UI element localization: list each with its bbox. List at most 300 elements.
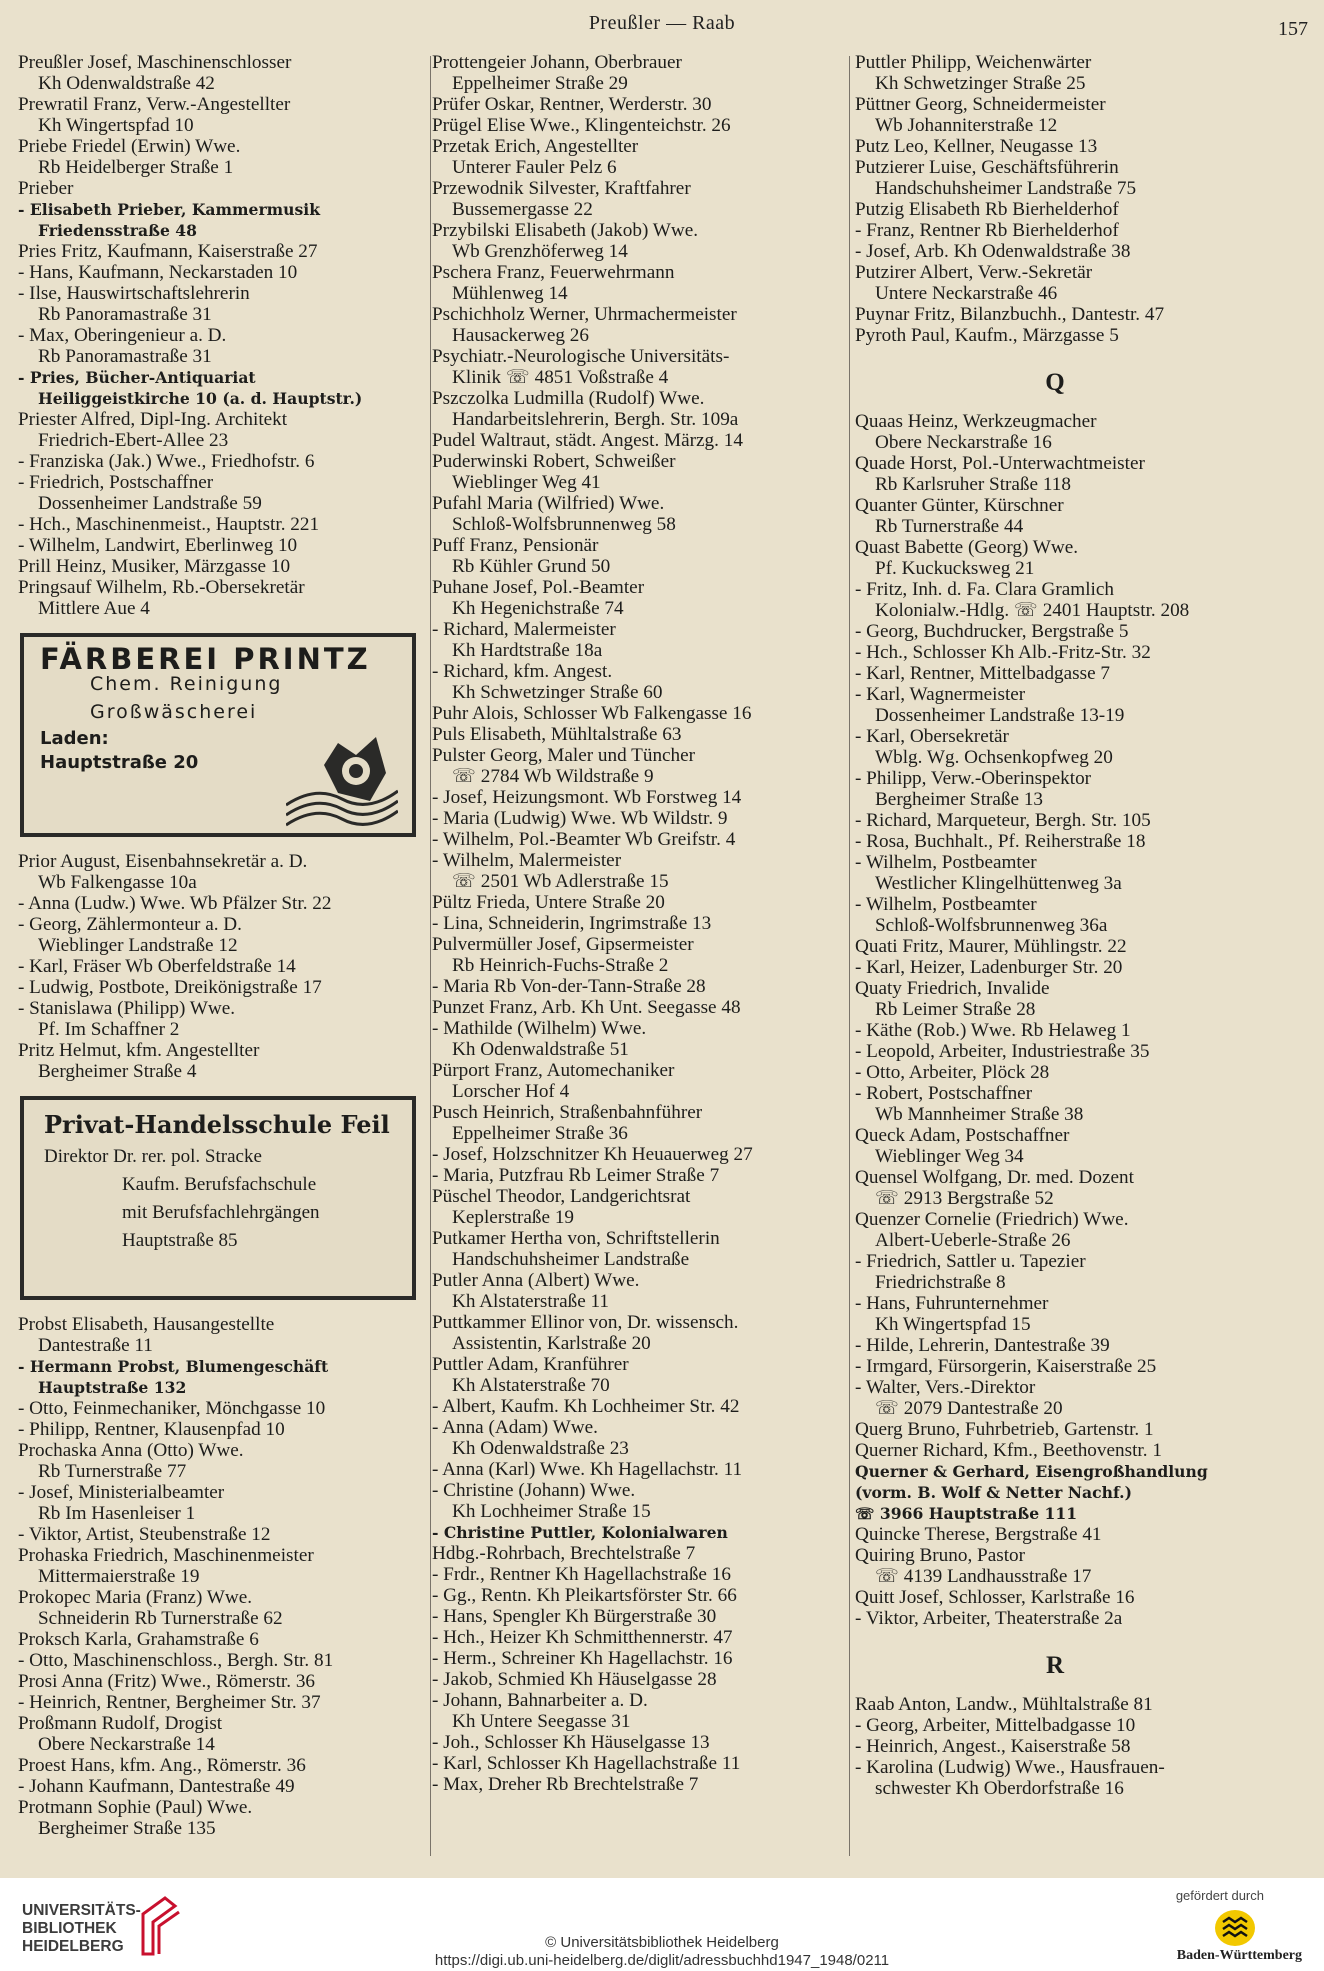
entry-address-line: Bussemergasse 22 [452, 199, 593, 220]
entry-address-line: ☏ 2501 Wb Adlerstraße 15 [452, 871, 669, 892]
directory-entry [432, 892, 836, 913]
directory-entry [855, 1503, 1255, 1524]
entry-address-line: Handschuhsheimer Landstraße [452, 1249, 690, 1270]
entry-name-line: - Georg, Buchdrucker, Bergstraße 5 [855, 621, 1129, 642]
entry-name-line: Puls Elisabeth, Mühltalstraße 63 [432, 724, 682, 745]
entry-address-line: Handschuhsheimer Landstraße 75 [875, 178, 1137, 199]
entry-address-line: Kh Hardtstraße 18a [452, 640, 603, 661]
entry-name-line: - Maria (Ludwig) Wwe. Wb Wildstr. 9 [432, 808, 728, 829]
entry-name-line: Przetak Erich, Angestellter [432, 136, 639, 157]
directory-entry [855, 136, 1255, 157]
entry-name-line: Prewratil Franz, Verw.-Angestellter [18, 94, 291, 115]
ad-address: Hauptstraße 20 [40, 752, 199, 773]
directory-entry [18, 1671, 422, 1692]
directory-entry [18, 1713, 422, 1755]
directory-entry [18, 998, 422, 1040]
entry-name-line: Püttner Georg, Schneidermeister [855, 94, 1106, 115]
entry-address-line: Kolonialw.-Hdlg. ☏ 2401 Hauptstr. 208 [875, 600, 1190, 621]
entry-name-line: Prügel Elise Wwe., Klingenteichstr. 26 [432, 115, 731, 136]
directory-entry [18, 1314, 422, 1356]
ad-title: FÄRBEREI PRINTZ [40, 642, 371, 676]
entry-name-line: Quade Horst, Pol.-Unterwachtmeister [855, 453, 1145, 474]
entry-address-line: Mühlenweg 14 [452, 283, 568, 304]
directory-entry [432, 1417, 836, 1459]
entry-name-line: - Philipp, Verw.-Oberinspektor [855, 768, 1092, 789]
directory-entry [855, 1335, 1255, 1356]
entry-address-line: Rb Im Hasenleiser 1 [38, 1503, 196, 1524]
directory-entry [18, 472, 422, 514]
entry-name-line: - Hans, Spengler Kh Bürgerstraße 30 [432, 1606, 717, 1627]
directory-entry [855, 453, 1255, 495]
entry-name-line: - Robert, Postschaffner [855, 1083, 1033, 1104]
entry-name-line: Quaty Friedrich, Invalide [855, 978, 1050, 999]
entry-name-line: - Josef, Arb. Kh Odenwaldstraße 38 [855, 241, 1131, 262]
directory-entry [432, 1459, 836, 1480]
entry-address-line: Dossenheimer Landstraße 59 [38, 493, 262, 514]
entry-address-line: Untere Neckarstraße 46 [875, 283, 1058, 304]
entry-name-line: Pyroth Paul, Kaufm., Märzgasse 5 [855, 325, 1119, 346]
directory-entry [855, 642, 1255, 663]
entry-name-line: - Stanislawa (Philipp) Wwe. [18, 998, 236, 1019]
entry-address-line: Rb Leimer Straße 28 [875, 999, 1036, 1020]
entry-name-line: - Heinrich, Rentner, Bergheimer Str. 37 [18, 1692, 321, 1713]
entry-name-line: Quensel Wolfgang, Dr. med. Dozent [855, 1167, 1134, 1188]
directory-entry [18, 1398, 422, 1419]
entry-address-line: Kh Wingertspfad 10 [38, 115, 194, 136]
ad-text: Direktor Dr. rer. pol. Stracke [44, 1146, 262, 1167]
entry-address-line: Rb Heidelberger Straße 1 [38, 157, 234, 178]
entry-address-line: Obere Neckarstraße 16 [875, 432, 1052, 453]
directory-entry [855, 621, 1255, 642]
ad-address: Hauptstraße 85 [122, 1230, 238, 1251]
directory-entry [855, 936, 1255, 957]
directory-entry [855, 304, 1255, 325]
entry-name-line: - Anna (Adam) Wwe. [432, 1417, 598, 1438]
entry-name-line: - Hermann Probst, Blumengeschäft [18, 1357, 329, 1376]
directory-entry [855, 1482, 1255, 1503]
ad-text: Großwäscherei [90, 701, 258, 723]
entry-address-line: Kh Odenwaldstraße 23 [452, 1438, 629, 1459]
directory-entry [432, 829, 836, 850]
directory-entry [855, 325, 1255, 346]
directory-entry [432, 1543, 836, 1564]
entry-name-line: - Anna (Ludw.) Wwe. Wb Pfälzer Str. 22 [18, 893, 332, 914]
entry-name-line: - Franziska (Jak.) Wwe., Friedhofstr. 6 [18, 451, 315, 472]
entry-name-line: Querner & Gerhard, Eisengroßhandlung [855, 1462, 1208, 1481]
funding-label: gefördert durch [1175, 1888, 1264, 1903]
directory-entry [18, 283, 422, 325]
entry-name-line: - Karl, Obersekretär [855, 726, 1009, 747]
directory-entry [432, 1186, 836, 1228]
directory-entry [18, 514, 422, 535]
permalink-url[interactable]: https://digi.ub.uni-heidelberg.de/diglit/adressbuchhd1947_1948/0211 [434, 1952, 890, 1969]
entry-address-line: Wb Mannheimer Straße 38 [875, 1104, 1084, 1125]
funding-name: Baden-Württemberg [1176, 1948, 1302, 1963]
entry-name-line: Puhane Josef, Pol.-Beamter [432, 577, 645, 598]
entry-name-line: Prüfer Oskar, Rentner, Werderstr. 30 [432, 94, 712, 115]
directory-entry [18, 956, 422, 977]
entry-name-line: - Karl, Heizer, Ladenburger Str. 20 [855, 957, 1123, 978]
directory-entry [432, 1060, 836, 1102]
directory-entry [432, 346, 836, 388]
directory-entry [855, 157, 1255, 199]
directory-entry [432, 808, 836, 829]
entry-name-line: Quanter Günter, Kürschner [855, 495, 1064, 516]
entry-address-line: ☏ 2079 Dantestraße 20 [875, 1398, 1063, 1419]
entry-address-line: Handarbeitslehrerin, Bergh. Str. 109a [452, 409, 739, 430]
entry-address-line: Friedrich-Ebert-Allee 23 [38, 430, 229, 451]
directory-entry [855, 831, 1255, 852]
entry-name-line: - Karl, Rentner, Mittelbadgasse 7 [855, 663, 1110, 684]
directory-entry [18, 1629, 422, 1650]
ad-text: Kaufm. Berufsfachschule [122, 1174, 317, 1195]
directory-entry [432, 178, 836, 220]
entry-name-line: Hdbg.-Rohrbach, Brechtelstraße 7 [432, 1543, 696, 1564]
entry-name-line: Protmann Sophie (Paul) Wwe. [18, 1797, 253, 1818]
directory-entry [432, 1732, 836, 1753]
entry-address-line: Schloß-Wolfsbrunnenweg 58 [452, 514, 676, 535]
directory-entry [855, 1694, 1255, 1715]
entry-name-line: - Viktor, Arbeiter, Theaterstraße 2a [855, 1608, 1123, 1629]
directory-entry [18, 451, 422, 472]
entry-address-line: Friedrichstraße 8 [875, 1272, 1006, 1293]
entry-name-line: Quitt Josef, Schlosser, Karlstraße 16 [855, 1587, 1135, 1608]
directory-entry [855, 1419, 1255, 1440]
entry-address-line: Wieblinger Landstraße 12 [38, 935, 238, 956]
directory-entry [18, 556, 422, 577]
directory-entry [855, 1293, 1255, 1335]
entry-name-line: ☏ 3966 Hauptstraße 111 [855, 1504, 1078, 1523]
entry-name-line: - Friedrich, Postschaffner [18, 472, 214, 493]
directory-entry [432, 262, 836, 304]
directory-entry [18, 535, 422, 556]
directory-entry [855, 1125, 1255, 1167]
entry-address-line: Hauptstraße 132 [38, 1378, 187, 1397]
entry-address-line: Assistentin, Karlstraße 20 [452, 1333, 651, 1354]
entry-name-line: Proest Hans, kfm. Ang., Römerstr. 36 [18, 1755, 306, 1776]
directory-entry [432, 1627, 836, 1648]
directory-entry [432, 997, 836, 1018]
entry-address-line: Kh Lochheimer Straße 15 [452, 1501, 651, 1522]
entry-name-line: - Mathilde (Wilhelm) Wwe. [432, 1018, 647, 1039]
entry-address-line: Klinik ☏ 4851 Voßstraße 4 [452, 367, 669, 388]
directory-entry [855, 852, 1255, 894]
entry-name-line: Putzirer Albert, Verw.-Sekretär [855, 262, 1093, 283]
directory-entry [18, 178, 422, 199]
directory-entry [432, 1165, 836, 1186]
entry-name-line: Pries Fritz, Kaufmann, Kaiserstraße 27 [18, 241, 318, 262]
entry-name-line: (vorm. B. Wolf & Netter Nachf.) [855, 1483, 1132, 1502]
directory-entry [432, 94, 836, 115]
entry-name-line: - Christine Puttler, Kolonialwaren [432, 1523, 728, 1542]
entry-name-line: Przewodnik Silvester, Kraftfahrer [432, 178, 691, 199]
entry-name-line: Quiring Bruno, Pastor [855, 1545, 1026, 1566]
entry-address-line: Kh Alstaterstraße 70 [452, 1375, 610, 1396]
directory-entry [855, 1251, 1255, 1293]
entry-name-line: Punzet Franz, Arb. Kh Unt. Seegasse 48 [432, 997, 741, 1018]
entry-name-line: - Wilhelm, Postbeamter [855, 852, 1037, 873]
entry-name-line: Pritz Helmut, kfm. Angestellter [18, 1040, 260, 1061]
entry-name-line: - Franz, Rentner Rb Bierhelderhof [855, 220, 1119, 241]
entry-name-line: Raab Anton, Landw., Mühltalstraße 81 [855, 1694, 1153, 1715]
directory-entry [432, 724, 836, 745]
entry-name-line: Puynar Fritz, Bilanzbuchh., Dantestr. 47 [855, 304, 1165, 325]
entry-name-line: Putler Anna (Albert) Wwe. [432, 1270, 640, 1291]
directory-entry [855, 894, 1255, 936]
entry-name-line: Pulster Georg, Maler und Tüncher [432, 745, 696, 766]
entry-name-line: Prior August, Eisenbahnsekretär a. D. [18, 851, 308, 872]
entry-address-line: Rb Panoramastraße 31 [38, 304, 212, 325]
entry-name-line: - Max, Dreher Rb Brechtelstraße 7 [432, 1774, 699, 1795]
entry-name-line: Proßmann Rudolf, Drogist [18, 1713, 223, 1734]
entry-address-line: schwester Kh Oberdorfstraße 16 [875, 1778, 1124, 1799]
entry-address-line: Pf. Im Schaffner 2 [38, 1019, 180, 1040]
directory-entry [18, 136, 422, 178]
entry-name-line: Pschera Franz, Feuerwehrmann [432, 262, 675, 283]
entry-address-line: Kh Alstaterstraße 11 [452, 1291, 610, 1312]
library-name-line: BIBLIOTHEK [22, 1920, 117, 1937]
directory-entry [18, 1356, 422, 1398]
directory-entry [432, 1270, 836, 1312]
directory-entry [432, 1669, 836, 1690]
directory-entry [18, 199, 422, 241]
entry-name-line: Puhr Alois, Schlosser Wb Falkengasse 16 [432, 703, 752, 724]
entry-name-line: Probst Elisabeth, Hausangestellte [18, 1314, 275, 1335]
directory-entry [18, 1419, 422, 1440]
directory-entry [432, 850, 836, 892]
entry-name-line: - Karl, Schlosser Kh Hagellachstraße 11 [432, 1753, 741, 1774]
ad-text: mit Berufsfachlehrgängen [122, 1202, 320, 1223]
entry-name-line: Quati Fritz, Maurer, Mühlingstr. 22 [855, 936, 1127, 957]
column-rule [849, 56, 850, 1856]
directory-entry [432, 1690, 836, 1732]
entry-address-line: Bergheimer Straße 135 [38, 1818, 216, 1839]
directory-entry [432, 1522, 836, 1543]
entry-name-line: Putkamer Hertha von, Schriftstellerin [432, 1228, 720, 1249]
directory-entry [432, 1354, 836, 1396]
entry-address-line: Kh Wingertspfad 15 [875, 1314, 1031, 1335]
section-letter-q: Q [1045, 369, 1065, 396]
digitization-footer [0, 1878, 1324, 1971]
entry-name-line: - Richard, Marqueteur, Bergh. Str. 105 [855, 810, 1151, 831]
entry-address-line: Mittermaierstraße 19 [38, 1566, 200, 1587]
entry-name-line: Puderwinski Robert, Schweißer [432, 451, 676, 472]
entry-name-line: - Frdr., Rentner Kh Hagellachstraße 16 [432, 1564, 731, 1585]
directory-entry [855, 1062, 1255, 1083]
entry-address-line: ☏ 4139 Landhausstraße 17 [875, 1566, 1092, 1587]
directory-entry [855, 1356, 1255, 1377]
entry-name-line: - Hans, Kaufmann, Neckarstaden 10 [18, 262, 298, 283]
entry-name-line: Preußler Josef, Maschinenschlosser [18, 52, 292, 73]
entry-name-line: - Karl, Wagnermeister [855, 684, 1026, 705]
directory-entry [855, 1524, 1255, 1545]
entry-address-line: Albert-Ueberle-Straße 26 [875, 1230, 1071, 1251]
directory-entry [432, 661, 836, 703]
directory-entry [432, 1018, 836, 1060]
entry-address-line: Rb Turnerstraße 44 [875, 516, 1024, 537]
entry-address-line: Wieblinger Weg 34 [875, 1146, 1024, 1167]
printz-logo-icon [286, 735, 398, 831]
directory-entry [855, 1608, 1255, 1629]
directory-entry [855, 199, 1255, 220]
entry-name-line: Querg Bruno, Fuhrbetrieb, Gartenstr. 1 [855, 1419, 1154, 1440]
entry-name-line: - Christine (Johann) Wwe. [432, 1480, 636, 1501]
directory-entry [432, 1480, 836, 1522]
entry-name-line: Quaas Heinz, Werkzeugmacher [855, 411, 1097, 432]
entry-address-line: Kh Schwetzinger Straße 60 [452, 682, 663, 703]
directory-entry [855, 978, 1255, 1020]
entry-name-line: - Hans, Fuhrunternehmer [855, 1293, 1049, 1314]
entry-name-line: - Josef, Ministerialbeamter [18, 1482, 225, 1503]
entry-name-line: Pürport Franz, Automechaniker [432, 1060, 675, 1081]
directory-entry [432, 1564, 836, 1585]
entry-name-line: - Fritz, Inh. d. Fa. Clara Gramlich [855, 579, 1114, 600]
directory-entry [432, 388, 836, 430]
entry-address-line: Lorscher Hof 4 [452, 1081, 570, 1102]
entry-name-line: - Joh., Schlosser Kh Häuselgasse 13 [432, 1732, 710, 1753]
directory-entry [432, 703, 836, 724]
directory-entry [432, 52, 836, 94]
directory-entry [18, 1440, 422, 1482]
entry-name-line: - Richard, Malermeister [432, 619, 616, 640]
entry-name-line: - Wilhelm, Postbeamter [855, 894, 1037, 915]
entry-name-line: - Wilhelm, Landwirt, Eberlinweg 10 [18, 535, 298, 556]
entry-address-line: Schloß-Wolfsbrunnenweg 36a [875, 915, 1108, 936]
entry-name-line: Prochaska Anna (Otto) Wwe. [18, 1440, 244, 1461]
directory-entry [855, 241, 1255, 262]
entry-name-line: - Walter, Vers.-Direktor [855, 1377, 1036, 1398]
directory-entry [855, 495, 1255, 537]
entry-name-line: - Rosa, Buchhalt., Pf. Reiherstraße 18 [855, 831, 1146, 852]
library-name-line: HEIDELBERG [22, 1938, 124, 1955]
entry-list [855, 411, 1255, 1629]
directory-entry [432, 976, 836, 997]
entry-address-line: Pf. Kuckucksweg 21 [875, 558, 1035, 579]
directory-entry [18, 1776, 422, 1797]
entry-name-line: Quast Babette (Georg) Wwe. [855, 537, 1079, 558]
entry-name-line: - Herm., Schreiner Kh Hagellachstr. 16 [432, 1648, 733, 1669]
entry-name-line: - Hilde, Lehrerin, Dantestraße 39 [855, 1335, 1110, 1356]
directory-entry [855, 957, 1255, 978]
ad-text: Chem. Reinigung [90, 673, 283, 695]
directory-entry [432, 1102, 836, 1144]
directory-entry [18, 1650, 422, 1671]
entry-address-line: Heiliggeistkirche 10 (a. d. Hauptstr.) [38, 389, 363, 408]
entry-name-line: - Otto, Arbeiter, Plöck 28 [855, 1062, 1050, 1083]
entry-name-line: Quenzer Cornelie (Friedrich) Wwe. [855, 1209, 1129, 1230]
entry-address-line: Rb Heinrich-Fuchs-Straße 2 [452, 955, 669, 976]
directory-entry [855, 1757, 1255, 1799]
page-number: 157 [1278, 18, 1308, 40]
entry-address-line: Bergheimer Straße 4 [38, 1061, 197, 1082]
directory-entry [18, 409, 422, 451]
column-middle [432, 52, 836, 1795]
entry-name-line: - Wilhelm, Malermeister [432, 850, 622, 871]
directory-entry [432, 430, 836, 451]
directory-entry [855, 1736, 1255, 1757]
entry-address-line: Unterer Fauler Pelz 6 [452, 157, 617, 178]
directory-entry [18, 977, 422, 998]
entry-name-line: Prieber [18, 178, 74, 199]
entry-name-line: - Josef, Holzschnitzer Kh Heuauerweg 27 [432, 1144, 753, 1165]
entry-name-line: Putz Leo, Kellner, Neugasse 13 [855, 136, 1098, 157]
entry-name-line: - Johann Kaufmann, Dantestraße 49 [18, 1776, 295, 1797]
directory-entry [855, 1041, 1255, 1062]
entry-name-line: Püschel Theodor, Landgerichtsrat [432, 1186, 691, 1207]
entry-list [18, 851, 422, 1082]
entry-address-line: Wb Johanniterstraße 12 [875, 115, 1058, 136]
directory-entry [432, 304, 836, 346]
directory-entry [855, 1440, 1255, 1461]
entry-name-line: - Maria, Putzfrau Rb Leimer Straße 7 [432, 1165, 720, 1186]
entry-name-line: - Richard, kfm. Angest. [432, 661, 613, 682]
directory-entry [18, 1755, 422, 1776]
advertisement-printz [20, 633, 416, 837]
running-head: Preußler — Raab [588, 12, 736, 34]
entry-name-line: - Lina, Schneiderin, Ingrimstraße 13 [432, 913, 712, 934]
directory-entry [855, 1587, 1255, 1608]
entry-address-line: Wb Grenzhöferweg 14 [452, 241, 628, 262]
entry-name-line: Przybilski Elisabeth (Jakob) Wwe. [432, 220, 699, 241]
entry-name-line: - Karl, Fräser Wb Oberfeldstraße 14 [18, 956, 296, 977]
entry-name-line: - Philipp, Rentner, Klausenpfad 10 [18, 1419, 285, 1440]
entry-name-line: - Ludwig, Postbote, Dreikönigstraße 17 [18, 977, 322, 998]
entry-address-line: Keplerstraße 19 [452, 1207, 575, 1228]
entry-name-line: Prokopec Maria (Franz) Wwe. [18, 1587, 253, 1608]
column-rule [430, 56, 431, 1856]
directory-entry [855, 1545, 1255, 1587]
directory-entry [18, 367, 422, 409]
copyright-notice: © Universitätsbibliothek Heidelberg [545, 1934, 779, 1951]
directory-entry [18, 914, 422, 956]
entry-name-line: - Elisabeth Prieber, Kammermusik [18, 200, 320, 219]
ad-title: Privat-Handelsschule Feil [44, 1110, 390, 1139]
entry-name-line: - Otto, Maschinenschloss., Bergh. Str. 81 [18, 1650, 334, 1671]
entry-address-line: Mittlere Aue 4 [38, 598, 150, 619]
directory-entry [18, 1797, 422, 1839]
directory-entry [855, 1377, 1255, 1419]
directory-entry [432, 577, 836, 619]
entry-name-line: - Johann, Bahnarbeiter a. D. [432, 1690, 648, 1711]
entry-name-line: Proksch Karla, Grahamstraße 6 [18, 1629, 259, 1650]
directory-entry [432, 1312, 836, 1354]
directory-entry [855, 1461, 1255, 1482]
directory-entry [18, 1545, 422, 1587]
directory-entry [855, 537, 1255, 579]
entry-name-line: Prottengeier Johann, Oberbrauer [432, 52, 682, 73]
entry-address-line: Kh Odenwaldstraße 42 [38, 73, 215, 94]
entry-address-line: Kh Hegenichstraße 74 [452, 598, 624, 619]
entry-name-line: Prosi Anna (Fritz) Wwe., Römerstr. 36 [18, 1671, 316, 1692]
directory-entry [18, 262, 422, 283]
directory-entry [855, 768, 1255, 810]
directory-entry [432, 535, 836, 577]
directory-entry [18, 893, 422, 914]
entry-name-line: - Georg, Arbeiter, Mittelbadgasse 10 [855, 1715, 1136, 1736]
entry-name-line: - Anna (Karl) Wwe. Kh Hagellachstr. 11 [432, 1459, 743, 1480]
entry-name-line: - Heinrich, Angest., Kaiserstraße 58 [855, 1736, 1131, 1757]
directory-entry [18, 1040, 422, 1082]
entry-name-line: Quincke Therese, Bergstraße 41 [855, 1524, 1102, 1545]
ad-shop-label: Laden: [40, 728, 109, 749]
entry-address-line: Friedensstraße 48 [38, 221, 197, 240]
entry-address-line: ☏ 2913 Bergstraße 52 [875, 1188, 1054, 1209]
directory-entry [18, 1692, 422, 1713]
entry-name-line: Queck Adam, Postschaffner [855, 1125, 1070, 1146]
entry-list [18, 1314, 422, 1839]
directory-entry [432, 1396, 836, 1417]
directory-entry [855, 262, 1255, 304]
